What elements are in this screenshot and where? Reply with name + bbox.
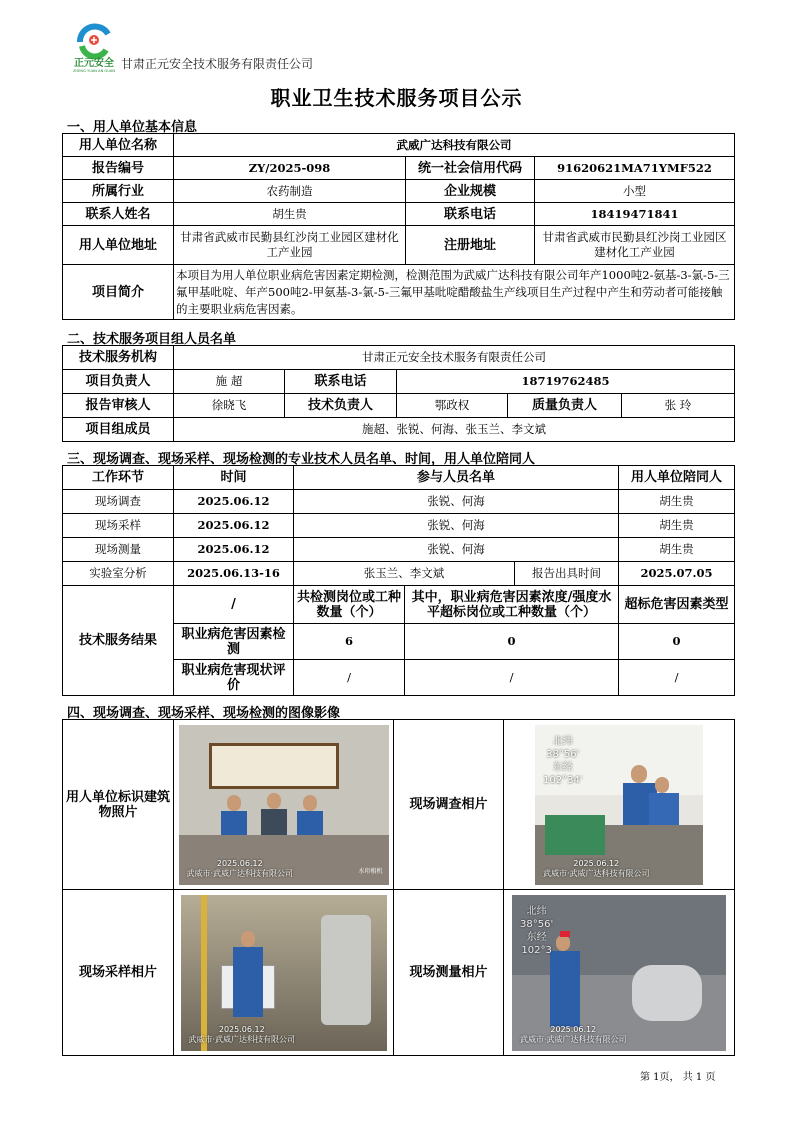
service-org: 甘肃正元安全技术服务有限责任公司	[174, 346, 735, 370]
reg-address-label: 注册地址	[406, 226, 535, 265]
result-label: 技术服务结果	[63, 586, 174, 696]
result-header-type: 超标危害因素类型	[619, 586, 735, 624]
contact: 胡生贵	[174, 203, 406, 226]
report-no: ZY/2025-098	[174, 157, 406, 180]
team-members: 施超、张锐、何海、张玉兰、李文斌	[174, 418, 735, 442]
contact-label: 联系人姓名	[63, 203, 174, 226]
section1-title: 一、用人单位基本信息	[67, 120, 198, 135]
quality-lead: 张 玲	[622, 394, 735, 418]
section4-title: 四、现场调查、现场采样、现场检测的图像影像	[67, 706, 341, 721]
result-header-count: 共检测岗位或工种数量（个）	[294, 586, 405, 624]
photo1-watermark: 2025.06.12 武威市·武威广达科技有限公司	[186, 858, 294, 878]
phone-label: 联系电话	[406, 203, 535, 226]
section2-title: 二、技术服务项目组人员名单	[67, 332, 237, 347]
team-table	[62, 345, 735, 442]
basic-info-table	[62, 133, 735, 320]
photo4-geo: 北纬 38°56' 东经 102°3	[520, 905, 554, 956]
row-step: 现场测量	[63, 538, 174, 562]
logo-subtext: ZHENG YUAN AN QUAN	[72, 69, 116, 72]
company-name: 甘肃正元安全技术服务有限责任公司	[121, 57, 314, 71]
leader-phone: 18719762485	[397, 370, 735, 394]
row-escort: 胡生贵	[619, 538, 735, 562]
photo2-geo: 北纬 38°56' 东经 102°34'	[543, 735, 583, 786]
header-escort: 用人单位陪同人	[619, 466, 735, 490]
address-label: 用人单位地址	[63, 226, 174, 265]
page-footer: 第 1页， 共 1 页	[640, 1072, 716, 1083]
photo2-watermark: 2025.06.12 武威市·武威广达科技有限公司	[543, 858, 650, 878]
sampling-photo	[181, 895, 387, 1051]
reviewer: 徐晓飞	[174, 394, 285, 418]
lab-step: 实验室分析	[63, 562, 174, 586]
company-logo	[68, 12, 120, 72]
report-no-label: 报告编号	[63, 157, 174, 180]
row-people: 张锐、何海	[294, 490, 619, 514]
members-label: 项目组成员	[63, 418, 174, 442]
row-time: 2025.06.12	[174, 514, 294, 538]
section3-title: 三、现场调查、现场采样、现场检测的专业技术人员名单、时间，用人单位陪同人	[67, 452, 536, 467]
leader-phone-label: 联系电话	[285, 370, 397, 394]
page-title: 职业卫生技术服务项目公示	[270, 86, 523, 110]
building-sign-photo	[179, 725, 389, 885]
tech-label: 技术负责人	[285, 394, 397, 418]
photo1-label: 用人单位标识建筑物照片	[63, 720, 174, 890]
scale-label: 企业规模	[406, 180, 535, 203]
row-escort: 胡生贵	[619, 514, 735, 538]
row-time: 2025.06.12	[174, 538, 294, 562]
table-row	[63, 538, 735, 562]
photo3-label: 现场采样相片	[63, 890, 174, 1056]
credit-code: 91620621MA71YMF522	[535, 157, 735, 180]
letterhead	[68, 12, 368, 74]
result-row-over: /	[405, 660, 619, 696]
lab-time: 2025.06.13-16	[174, 562, 294, 586]
scale: 小型	[535, 180, 735, 203]
result-row-count: /	[294, 660, 405, 696]
reg-address: 甘肃省武威市民勤县红沙岗工业园区建材化工产业园	[535, 226, 735, 265]
photo4-watermark: 2025.06.12 武威市·武威广达科技有限公司	[520, 1024, 627, 1044]
field-survey-photo	[535, 725, 703, 885]
report-time: 2025.07.05	[619, 562, 735, 586]
result-row-type: /	[619, 660, 735, 696]
row-time: 2025.06.12	[174, 490, 294, 514]
fieldwork-table	[62, 465, 735, 696]
photo3-watermark: 2025.06.12 武威市·武威广达科技有限公司	[188, 1024, 296, 1044]
project-intro: 本项目为用人单位职业病危害因素定期检测，检测范围为武威广达科技有限公司年产1000吨2-氨基-3-氯-5-三氟甲基吡啶、年产500吨2-甲氨基-3-氯-5-三氟甲基吡啶醋酸盐生产线项目生产过程中产生和劳动者可能接触的主要职业病危害因素。	[174, 265, 735, 320]
lab-people: 张玉兰、李文斌	[294, 562, 515, 586]
project-leader: 施 超	[174, 370, 285, 394]
photo-table	[62, 719, 735, 1056]
result-row-type: 0	[619, 624, 735, 660]
measurement-photo	[512, 895, 726, 1051]
leader-label: 项目负责人	[63, 370, 174, 394]
phone: 18419471841	[535, 203, 735, 226]
photo4-label: 现场测量相片	[394, 890, 504, 1056]
org-label: 技术服务机构	[63, 346, 174, 370]
industry-label: 所属行业	[63, 180, 174, 203]
address: 甘肃省武威市民勤县红沙岗工业园区建材化工产业园	[174, 226, 406, 265]
logo-text: 正元安全	[74, 58, 114, 69]
row-step: 现场采样	[63, 514, 174, 538]
row-people: 张锐、何海	[294, 538, 619, 562]
row-step: 现场调查	[63, 490, 174, 514]
quality-label: 质量负责人	[508, 394, 622, 418]
row-people: 张锐、何海	[294, 514, 619, 538]
result-row-over: 0	[405, 624, 619, 660]
row-escort: 胡生贵	[619, 490, 735, 514]
unit-name-label: 用人单位名称	[63, 134, 174, 157]
reviewer-label: 报告审核人	[63, 394, 174, 418]
header-time: 时间	[174, 466, 294, 490]
photo1-brand: 水印相机	[358, 867, 383, 875]
report-time-label: 报告出具时间	[515, 562, 619, 586]
photo2-label: 现场调查相片	[394, 720, 504, 890]
result-row-name: 职业病危害现状评价	[174, 660, 294, 696]
header-step: 工作环节	[63, 466, 174, 490]
table-row	[63, 562, 735, 586]
result-row-name: 职业病危害因素检测	[174, 624, 294, 660]
unit-name: 武威广达科技有限公司	[174, 134, 735, 157]
result-header-over: 其中，职业病危害因素浓度/强度水平超标岗位或工种数量（个）	[405, 586, 619, 624]
header-people: 参与人员名单	[294, 466, 619, 490]
table-row	[63, 514, 735, 538]
intro-label: 项目简介	[63, 265, 174, 320]
table-row	[63, 490, 735, 514]
tech-lead: 鄂政权	[397, 394, 508, 418]
credit-code-label: 统一社会信用代码	[406, 157, 535, 180]
result-header-slash: /	[174, 586, 294, 624]
result-row-count: 6	[294, 624, 405, 660]
industry: 农药制造	[174, 180, 406, 203]
